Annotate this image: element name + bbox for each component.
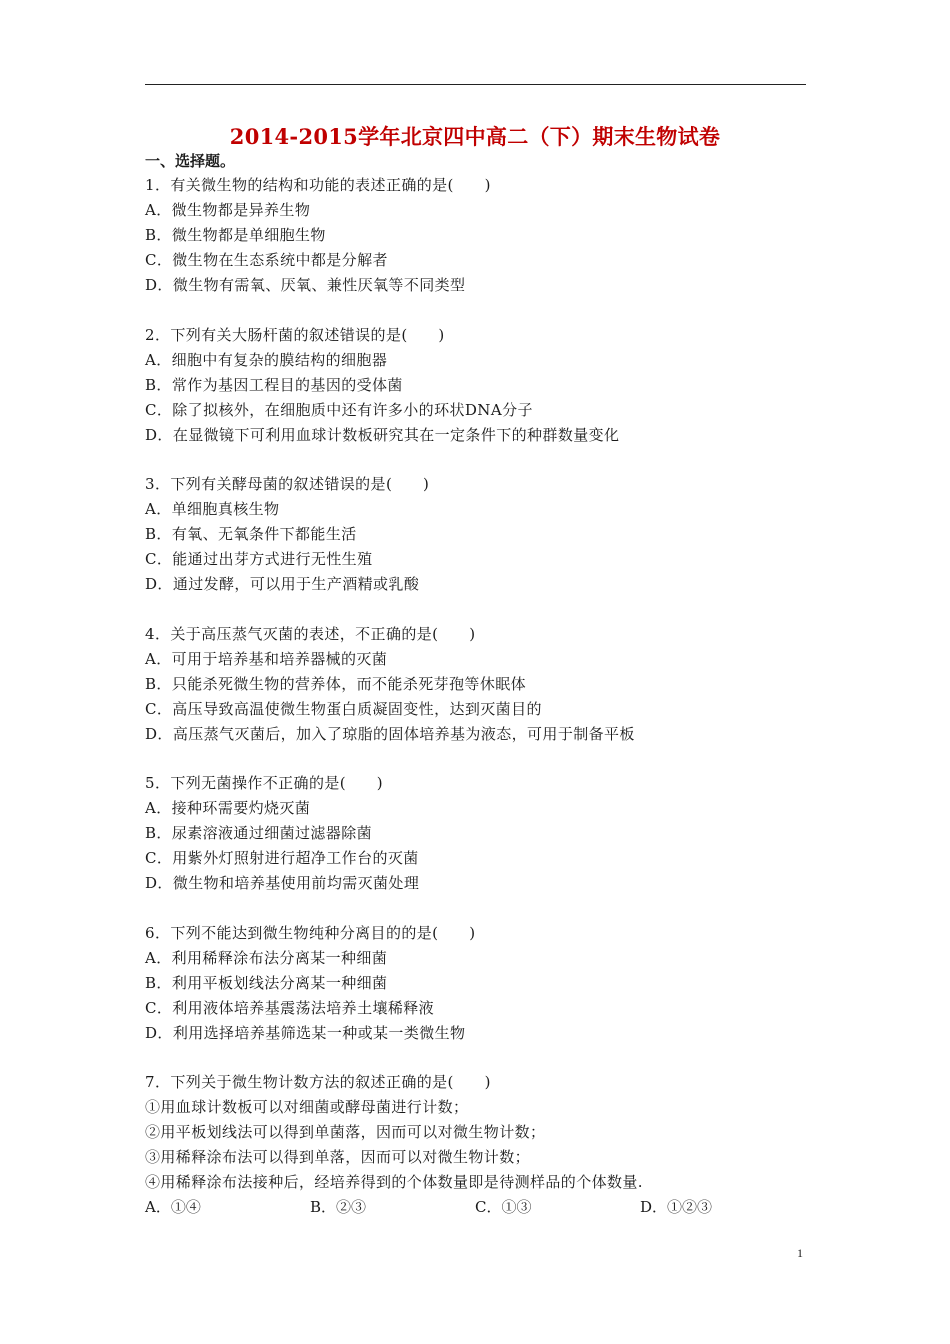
option-d: D．利用选择培养基筛选某一种或某一类微生物 — [145, 1024, 466, 1042]
option-c: C．①③ — [475, 1198, 532, 1216]
question-3 — [145, 472, 810, 597]
statement-3: ③用稀释涂布法可以得到单落，因而可以对微生物计数； — [145, 1148, 531, 1166]
question-7 — [145, 1070, 810, 1220]
option-b: B．微生物都是单细胞生物 — [145, 226, 326, 244]
option-d: D．通过发酵，可以用于生产酒精或乳酸 — [145, 575, 420, 593]
option-a: A．微生物都是异养生物 — [145, 201, 311, 219]
header-rule — [145, 84, 806, 85]
option-b: B．②③ — [310, 1198, 367, 1216]
option-c: C．除了拟核外，在细胞质中还有许多小的环状DNA分子 — [145, 401, 533, 419]
option-d: D．微生物和培养基使用前均需灭菌处理 — [145, 874, 420, 892]
option-a: A．可用于培养基和培养器械的灭菌 — [145, 650, 388, 668]
question-stem: 7．下列关于微生物计数方法的叙述正确的是( ) — [145, 1073, 491, 1091]
question-stem: 5．下列无菌操作不正确的是( ) — [145, 774, 384, 792]
option-c: C．能通过出芽方式进行无性生殖 — [145, 550, 373, 568]
question-stem: 1．有关微生物的结构和功能的表述正确的是( ) — [145, 176, 491, 194]
option-c: C．微生物在生态系统中都是分解者 — [145, 251, 388, 269]
page-number: 1 — [797, 1246, 803, 1260]
question-5 — [145, 771, 810, 896]
option-c: C．利用液体培养基震荡法培养土壤稀释液 — [145, 999, 435, 1017]
section-heading: 一、选择题。 — [145, 152, 236, 170]
options-row — [145, 1195, 810, 1220]
option-a: A．利用稀释涂布法分离某一种细菌 — [145, 949, 388, 967]
statement-2: ②用平板划线法可以得到单菌落，因而可以对微生物计数； — [145, 1123, 546, 1141]
option-d: D．高压蒸气灭菌后，加入了琼脂的固体培养基为液态，可用于制备平板 — [145, 725, 635, 743]
option-b: B．尿素溶液通过细菌过滤器除菌 — [145, 824, 373, 842]
option-b: B．只能杀死微生物的营养体，而不能杀死芽孢等休眠体 — [145, 675, 527, 693]
question-4 — [145, 622, 810, 747]
option-b: B．有氧、无氧条件下都能生活 — [145, 525, 357, 543]
option-b: B．常作为基因工程目的基因的受体菌 — [145, 376, 403, 394]
question-2 — [145, 323, 810, 448]
question-stem: 4．关于高压蒸气灭菌的表述，不正确的是( ) — [145, 625, 476, 643]
option-a: A．接种环需要灼烧灭菌 — [145, 799, 311, 817]
option-a: A．细胞中有复杂的膜结构的细胞器 — [145, 351, 388, 369]
statement-4: ④用稀释涂布法接种后，经培养得到的个体数量即是待测样品的个体数量. — [145, 1173, 643, 1191]
option-b: B．利用平板划线法分离某一种细菌 — [145, 974, 388, 992]
option-a: A．单细胞真核生物 — [145, 500, 280, 518]
document-title: 2014-2015学年北京四中高二（下）期末生物试卷 — [229, 124, 721, 149]
question-stem: 3．下列有关酵母菌的叙述错误的是( ) — [145, 475, 430, 493]
question-1 — [145, 173, 810, 298]
question-6 — [145, 921, 810, 1046]
statement-1: ①用血球计数板可以对细菌或酵母菌进行计数； — [145, 1098, 469, 1116]
option-c: C．用紫外灯照射进行超净工作台的灭菌 — [145, 849, 419, 867]
option-d: D．在显微镜下可利用血球计数板研究其在一定条件下的种群数量变化 — [145, 426, 620, 444]
question-stem: 6．下列不能达到微生物纯种分离目的的是( ) — [145, 924, 476, 942]
option-d: D．微生物有需氧、厌氧、兼性厌氧等不同类型 — [145, 276, 466, 294]
option-c: C．高压导致高温使微生物蛋白质凝固变性，达到灭菌目的 — [145, 700, 542, 718]
question-stem: 2．下列有关大肠杆菌的叙述错误的是( ) — [145, 326, 445, 344]
option-d: D．①②③ — [640, 1198, 713, 1216]
option-a: A．①④ — [145, 1198, 201, 1216]
